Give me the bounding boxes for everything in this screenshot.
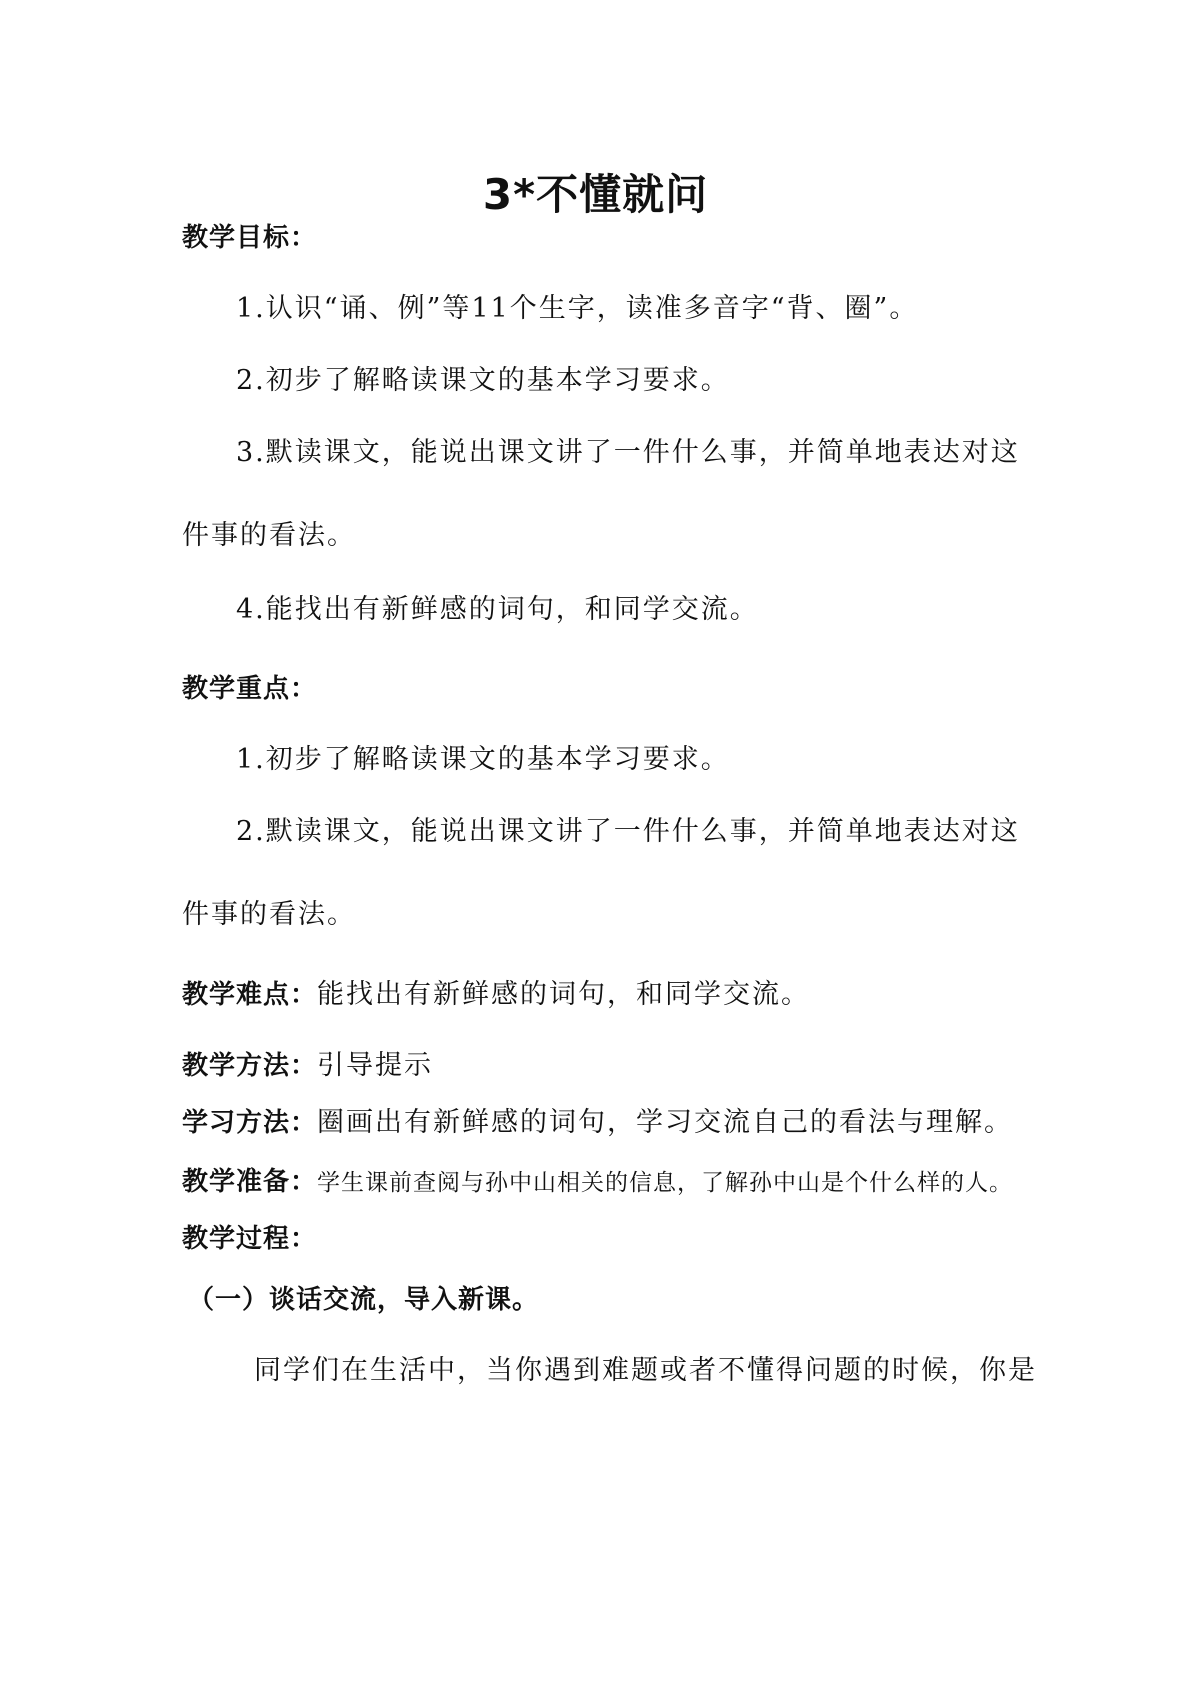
objective-item-4: 4.能找出有新鲜感的词句，和同学交流。 bbox=[236, 594, 759, 625]
key-point-item-1: 1.初步了解略读课文的基本学习要求。 bbox=[236, 744, 730, 775]
process-heading: 教学过程： bbox=[182, 1224, 318, 1254]
process-section-1-text: 同学们在生活中，当你遇到难题或者不懂得问题的时候，你是 bbox=[254, 1355, 1037, 1386]
learning-method-value: 圈画出有新鲜感的词句，学习交流自己的看法与理解。 bbox=[317, 1107, 1014, 1138]
objectives-heading: 教学目标： bbox=[182, 223, 318, 253]
document-title: 3*不懂就问 bbox=[482, 170, 709, 219]
difficulty-row bbox=[182, 979, 810, 1011]
key-point-item-2-continued: 件事的看法。 bbox=[182, 899, 356, 930]
objective-item-3: 3.默读课文，能说出课文讲了一件什么事，并简单地表达对这 bbox=[236, 437, 1020, 468]
teaching-method-row bbox=[182, 1050, 433, 1082]
key-points-heading: 教学重点： bbox=[182, 674, 318, 704]
learning-method-row bbox=[182, 1107, 1013, 1139]
teaching-method-value: 引导提示 bbox=[317, 1050, 434, 1081]
difficulty-value: 能找出有新鲜感的词句，和同学交流。 bbox=[317, 979, 811, 1010]
preparation-row bbox=[182, 1166, 1013, 1199]
preparation-label: 教学准备： bbox=[182, 1167, 318, 1197]
process-section-1-title: （一）谈话交流，导入新课。 bbox=[188, 1285, 540, 1315]
difficulty-label: 教学难点： bbox=[182, 980, 318, 1010]
objective-item-1: 1.认识“诵、例”等11个生字，读准多音字“背、圈”。 bbox=[236, 293, 919, 324]
objective-item-2: 2.初步了解略读课文的基本学习要求。 bbox=[236, 365, 730, 396]
learning-method-label: 学习方法： bbox=[182, 1108, 318, 1138]
key-point-item-2: 2.默读课文，能说出课文讲了一件什么事，并简单地表达对这 bbox=[236, 816, 1020, 847]
preparation-value: 学生课前查阅与孙中山相关的信息，了解孙中山是个什么样的人。 bbox=[317, 1170, 1014, 1196]
teaching-method-label: 教学方法： bbox=[182, 1051, 318, 1081]
objective-item-3-continued: 件事的看法。 bbox=[182, 520, 356, 551]
